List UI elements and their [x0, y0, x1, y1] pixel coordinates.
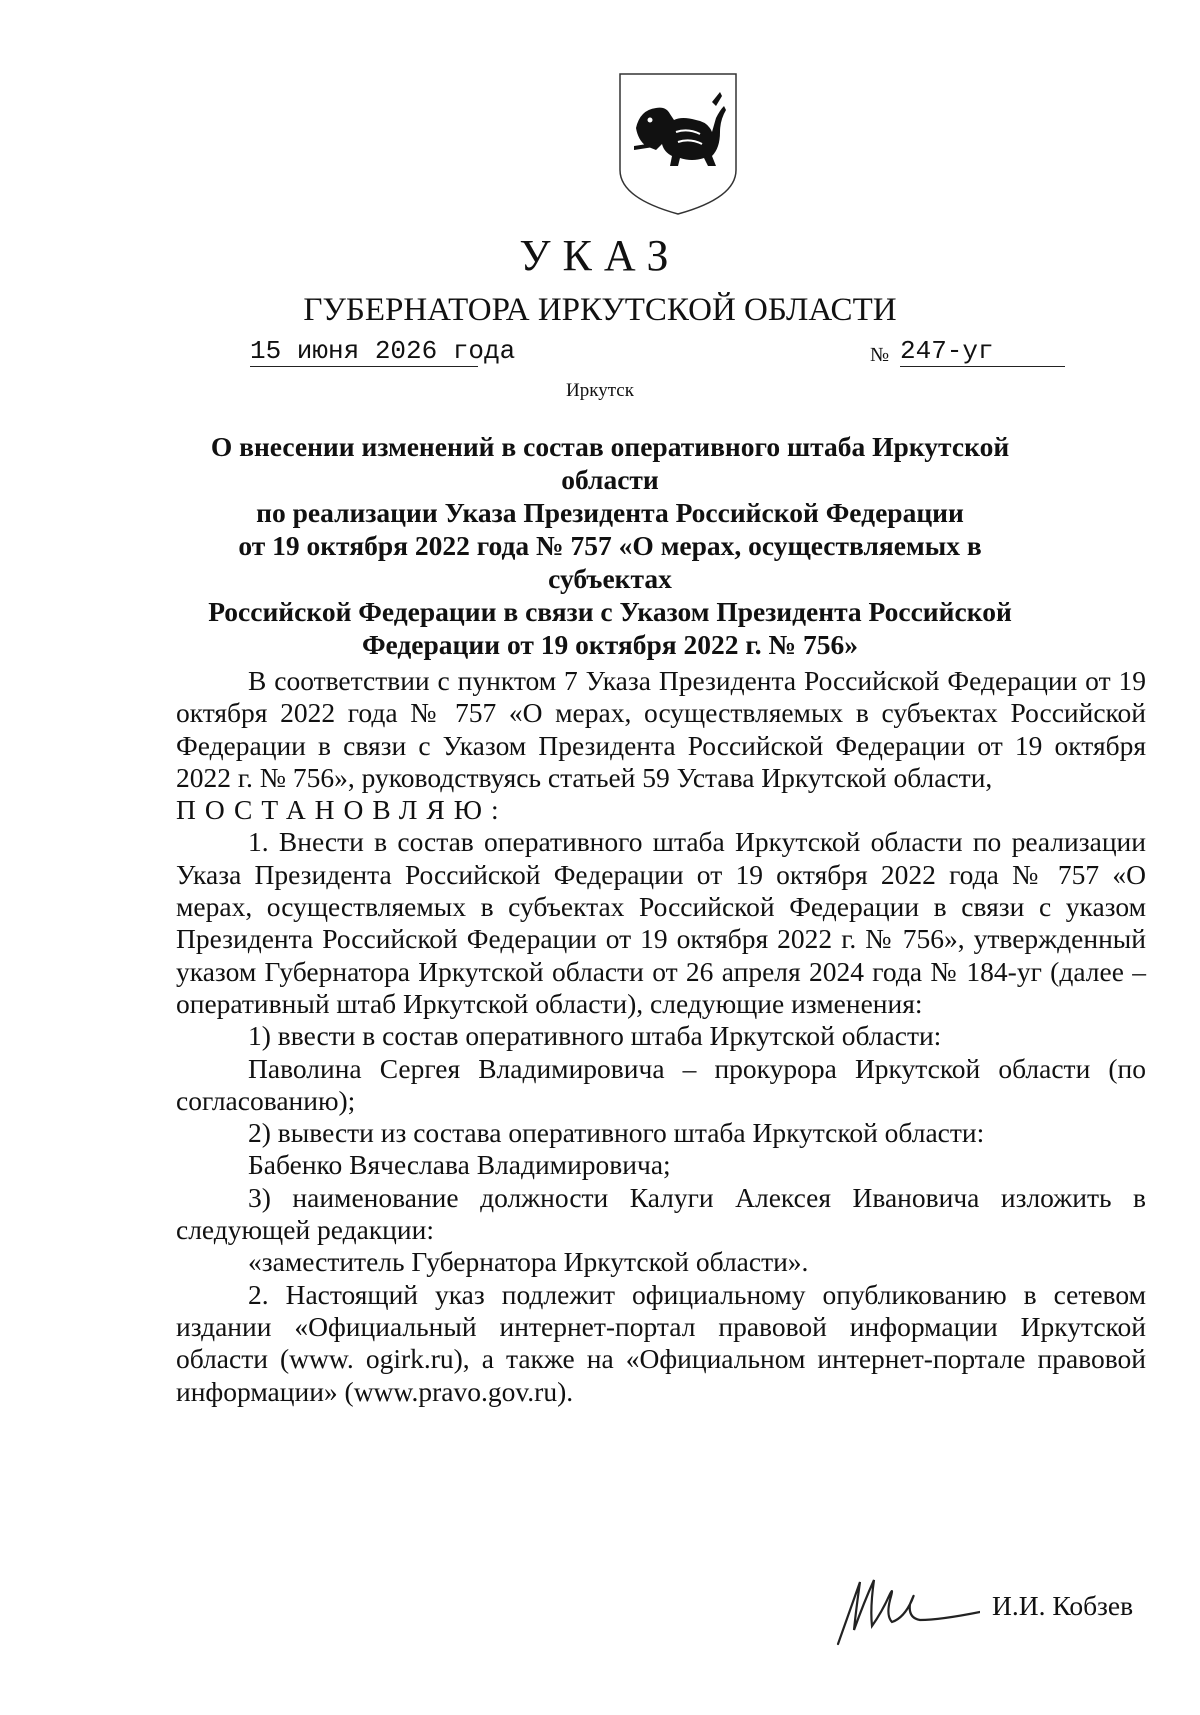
- title-line: Российской Федерации в связи с Указом Президента Российской: [208, 596, 1012, 627]
- item-2-paragraph: 2. Настоящий указ подлежит официальному опубликованию в сетевом издании «Официальный интернет-портал правовой информации Иркутской области (www. ogirk.ru), а также на «Официальном интернет-портале правовой информации» (www.pravo.gov.ru).: [176, 1278, 1146, 1407]
- issue-city: Иркутск: [566, 380, 634, 401]
- title-line: Федерации от 19 октября 2022 г. № 756»: [361, 629, 859, 660]
- item-1-2-person: Бабенко Вячеслава Владимировича;: [248, 1149, 671, 1181]
- handwritten-signature-icon: [830, 1560, 980, 1650]
- item-1-1-paragraph: 1) ввести в состав оперативного штаба Иркутской области:: [248, 1020, 942, 1052]
- decree-title: [180, 430, 1040, 661]
- item-1-3-text: «заместитель Губернатора Иркутской области».: [248, 1246, 809, 1278]
- item-1-1-person: Паволина Сергея Владимировича – прокурора Иркутской области (по согласованию);: [176, 1052, 1146, 1116]
- item-1-paragraph: 1. Внести в состав оперативного штаба Иркутской области по реализации Указа Президента Российской Федерации от 19 октября 2022 года № 757 «О мерах, осуществляемых в субъектах Российской Федерации в связи с указом Президента Российской Федерации от 19 октября 2022 г. № 756», утвержденный указом Губернатора Иркутской области от 26 апреля 2024 года № 184-уг (далее – оперативный штаб Иркутской области), следующие изменения:: [176, 826, 1146, 1019]
- signer-name: И.И. Кобзев: [992, 1590, 1134, 1621]
- title-line: по реализации Указа Президента Российской Федерации: [256, 497, 964, 528]
- issuing-authority: ГУБЕРНАТОРА ИРКУТСКОЙ ОБЛАСТИ: [303, 292, 897, 328]
- decree-number: 247-уг: [900, 336, 1065, 367]
- decree-word: ПОСТАНОВЛЯЮ:: [176, 794, 508, 826]
- title-line: от 19 октября 2022 года № 757 «О мерах, осуществляемых в субъектах: [238, 530, 982, 594]
- title-line: О внесении изменений в состав оперативного штаба Иркутской области: [210, 431, 1010, 495]
- decree-date: 15 июня 2026 года: [250, 336, 516, 366]
- document-type: УКАЗ: [519, 231, 681, 280]
- number-label: №: [870, 344, 890, 366]
- decree-body: [176, 665, 1146, 1408]
- item-1-3-paragraph: 3) наименование должности Калуги Алексея Ивановича изложить в следующей редакции:: [176, 1181, 1146, 1246]
- irkutsk-coat-of-arms-icon: [616, 70, 740, 218]
- item-1-2-paragraph: 2) вывести из состава оперативного штаба Иркутской области:: [248, 1117, 985, 1149]
- preamble-paragraph: В соответствии с пунктом 7 Указа Президента Российской Федерации от 19 октября 2022 года № 757 «О мерах, осуществляемых в субъектах Российской Федерации в связи с Указом Президента Российской Федерации от 19 октября 2022 г. № 756», руководствуясь статьей 59 Устава Иркутской области,: [176, 665, 1146, 793]
